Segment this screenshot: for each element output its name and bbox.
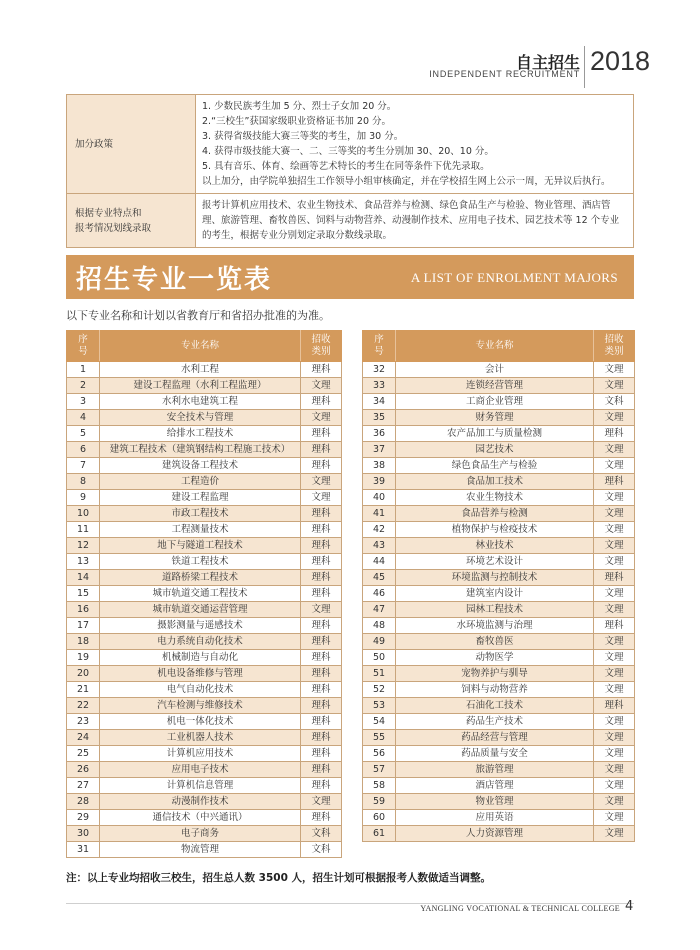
major-name: 电气自动化技术 bbox=[100, 682, 301, 698]
row-number: 48 bbox=[363, 618, 396, 634]
majors-right-body bbox=[363, 362, 635, 842]
header-name: 专业名称 bbox=[100, 331, 301, 362]
table-row bbox=[67, 634, 342, 650]
major-name: 安全技术与管理 bbox=[100, 410, 301, 426]
row-number: 45 bbox=[363, 570, 396, 586]
row-number: 3 bbox=[67, 394, 100, 410]
major-name: 财务管理 bbox=[396, 410, 594, 426]
admission-category: 文理 bbox=[594, 490, 635, 506]
major-name: 连锁经营管理 bbox=[396, 378, 594, 394]
majors-left-body bbox=[67, 362, 342, 858]
major-name: 给排水工程技术 bbox=[100, 426, 301, 442]
major-name: 动漫制作技术 bbox=[100, 794, 301, 810]
admission-category: 文理 bbox=[594, 794, 635, 810]
major-name: 物业管理 bbox=[396, 794, 594, 810]
college-name: YANGLING VOCATIONAL & TECHNICAL COLLEGE bbox=[420, 904, 620, 913]
admission-category: 文理 bbox=[301, 378, 342, 394]
admission-category: 理科 bbox=[594, 474, 635, 490]
table-row bbox=[67, 586, 342, 602]
row-number: 9 bbox=[67, 490, 100, 506]
major-name: 电子商务 bbox=[100, 826, 301, 842]
table-row bbox=[67, 618, 342, 634]
admission-category: 文理 bbox=[594, 442, 635, 458]
table-row bbox=[363, 394, 635, 410]
row-number: 18 bbox=[67, 634, 100, 650]
page-number: 4 bbox=[625, 899, 634, 914]
row-number: 16 bbox=[67, 602, 100, 618]
bonus-item: 5. 具有音乐、体育、绘画等艺术特长的考生在同等条件下优先录取。 bbox=[202, 161, 490, 172]
admission-category: 理科 bbox=[301, 458, 342, 474]
row-number: 41 bbox=[363, 506, 396, 522]
row-number: 27 bbox=[67, 778, 100, 794]
table-row bbox=[67, 666, 342, 682]
table-row bbox=[363, 554, 635, 570]
bonus-policy-content bbox=[196, 95, 634, 194]
major-name: 建筑室内设计 bbox=[396, 586, 594, 602]
row-number: 24 bbox=[67, 730, 100, 746]
major-name: 机电设备维修与管理 bbox=[100, 666, 301, 682]
table-row bbox=[67, 698, 342, 714]
banner-title-en: A LIST OF ENROLMENT MAJORS bbox=[410, 270, 618, 285]
row-number: 26 bbox=[67, 762, 100, 778]
major-name: 机电一体化技术 bbox=[100, 714, 301, 730]
admission-category: 理科 bbox=[301, 506, 342, 522]
admission-policy-content: 报考计算机应用技术、农业生物技术、食品营养与检测、绿色食品生产与检验、物业管理、酒店管理、旅游管理、畜牧兽医、饲料与动物营养、动漫制作技术、应用电子技术、园艺技术等 12 个专业的考生，根据专业分别划定录取分数线录取。 bbox=[196, 194, 634, 248]
major-name: 药品经营与管理 bbox=[396, 730, 594, 746]
admission-category: 文理 bbox=[594, 778, 635, 794]
major-name: 动物医学 bbox=[396, 650, 594, 666]
table-row bbox=[67, 458, 342, 474]
table-row bbox=[363, 426, 635, 442]
admission-category: 理科 bbox=[594, 426, 635, 442]
table-row bbox=[67, 714, 342, 730]
table-row bbox=[67, 794, 342, 810]
admission-category: 理科 bbox=[301, 362, 342, 378]
major-name: 建设工程监理 bbox=[100, 490, 301, 506]
admission-category: 理科 bbox=[301, 730, 342, 746]
admission-category: 理科 bbox=[301, 682, 342, 698]
table-row bbox=[67, 682, 342, 698]
bonus-item: 4. 获得市级技能大赛一、二、三等奖的考生分别加 30、20、10 分。 bbox=[202, 146, 494, 157]
major-name: 建筑设备工程技术 bbox=[100, 458, 301, 474]
row-number: 22 bbox=[67, 698, 100, 714]
table-row bbox=[67, 570, 342, 586]
table-row bbox=[363, 634, 635, 650]
row-number: 20 bbox=[67, 666, 100, 682]
major-name: 水利工程 bbox=[100, 362, 301, 378]
major-name: 宠物养护与驯导 bbox=[396, 666, 594, 682]
table-row bbox=[67, 442, 342, 458]
table-row bbox=[67, 826, 342, 842]
row-number: 25 bbox=[67, 746, 100, 762]
admission-category: 理科 bbox=[301, 650, 342, 666]
admission-policy-label bbox=[67, 194, 196, 248]
table-row bbox=[363, 698, 635, 714]
banner-title-cn: 招生专业一览表 bbox=[76, 265, 273, 295]
major-name: 酒店管理 bbox=[396, 778, 594, 794]
admission-category: 理科 bbox=[301, 522, 342, 538]
admission-category: 文理 bbox=[594, 746, 635, 762]
section-subtitle: INDEPENDENT RECRUITMENT bbox=[429, 69, 580, 79]
major-name: 建设工程监理（水利工程监理） bbox=[100, 378, 301, 394]
majors-table-right bbox=[362, 330, 635, 842]
row-number: 33 bbox=[363, 378, 396, 394]
admission-category: 文理 bbox=[594, 666, 635, 682]
table-row bbox=[67, 426, 342, 442]
major-name: 工业机器人技术 bbox=[100, 730, 301, 746]
admission-category: 理科 bbox=[594, 618, 635, 634]
table-row bbox=[67, 810, 342, 826]
table-row bbox=[363, 474, 635, 490]
table-row bbox=[67, 650, 342, 666]
admission-category: 文理 bbox=[594, 378, 635, 394]
admission-category: 理科 bbox=[301, 426, 342, 442]
admission-category: 理科 bbox=[301, 442, 342, 458]
row-number: 31 bbox=[67, 842, 100, 858]
major-name: 水环境监测与治理 bbox=[396, 618, 594, 634]
row-number: 46 bbox=[363, 586, 396, 602]
row-number: 30 bbox=[67, 826, 100, 842]
row-number: 6 bbox=[67, 442, 100, 458]
admission-category: 理科 bbox=[301, 746, 342, 762]
table-row bbox=[67, 362, 342, 378]
row-number: 32 bbox=[363, 362, 396, 378]
admission-category: 文理 bbox=[301, 490, 342, 506]
row-number: 43 bbox=[363, 538, 396, 554]
major-name: 药品质量与安全 bbox=[396, 746, 594, 762]
row-number: 17 bbox=[67, 618, 100, 634]
admission-category: 文理 bbox=[301, 794, 342, 810]
admission-category: 文科 bbox=[301, 826, 342, 842]
admission-policy-row bbox=[67, 194, 634, 248]
admission-category: 文理 bbox=[594, 538, 635, 554]
major-name: 绿色食品生产与检验 bbox=[396, 458, 594, 474]
row-number: 40 bbox=[363, 490, 396, 506]
row-number: 56 bbox=[363, 746, 396, 762]
major-name: 石油化工技术 bbox=[396, 698, 594, 714]
bonus-item: 2.“三校生”获国家级职业资格证书加 20 分。 bbox=[202, 116, 392, 127]
admission-category: 文理 bbox=[594, 650, 635, 666]
row-number: 12 bbox=[67, 538, 100, 554]
admission-category: 理科 bbox=[301, 586, 342, 602]
major-name: 旅游管理 bbox=[396, 762, 594, 778]
table-row bbox=[67, 490, 342, 506]
row-number: 55 bbox=[363, 730, 396, 746]
table-row bbox=[67, 410, 342, 426]
table-row bbox=[363, 714, 635, 730]
major-name: 园林工程技术 bbox=[396, 602, 594, 618]
major-name: 道路桥梁工程技术 bbox=[100, 570, 301, 586]
bonus-policy-label: 加分政策 bbox=[67, 95, 196, 194]
table-row bbox=[363, 762, 635, 778]
major-name: 计算机应用技术 bbox=[100, 746, 301, 762]
row-number: 34 bbox=[363, 394, 396, 410]
major-name: 农产品加工与质量检测 bbox=[396, 426, 594, 442]
bonus-policy-row bbox=[67, 95, 634, 194]
table-row bbox=[363, 410, 635, 426]
admission-category: 理科 bbox=[301, 554, 342, 570]
row-number: 19 bbox=[67, 650, 100, 666]
table-row bbox=[67, 554, 342, 570]
policy-table bbox=[66, 94, 634, 248]
table-row bbox=[363, 538, 635, 554]
header-category: 招收 类别 bbox=[301, 331, 342, 362]
header-name: 专业名称 bbox=[396, 331, 594, 362]
admission-category: 理科 bbox=[301, 618, 342, 634]
major-name: 通信技术（中兴通讯） bbox=[100, 810, 301, 826]
table-row bbox=[67, 778, 342, 794]
row-number: 54 bbox=[363, 714, 396, 730]
admission-category: 理科 bbox=[594, 698, 635, 714]
major-name: 饲料与动物营养 bbox=[396, 682, 594, 698]
table-row bbox=[67, 746, 342, 762]
major-name: 食品加工技术 bbox=[396, 474, 594, 490]
row-number: 58 bbox=[363, 778, 396, 794]
admission-category: 文理 bbox=[594, 602, 635, 618]
table-row bbox=[363, 682, 635, 698]
admission-category: 理科 bbox=[301, 698, 342, 714]
admission-label-line: 根据专业特点和 bbox=[75, 207, 142, 219]
table-row bbox=[67, 474, 342, 490]
row-number: 60 bbox=[363, 810, 396, 826]
table-row bbox=[363, 490, 635, 506]
bonus-item: 1. 少数民族考生加 5 分、烈士子女加 20 分。 bbox=[202, 101, 397, 112]
major-name: 植物保护与检疫技术 bbox=[396, 522, 594, 538]
row-number: 59 bbox=[363, 794, 396, 810]
table-row bbox=[363, 778, 635, 794]
table-header-row bbox=[67, 331, 342, 362]
bonus-item: 3. 获得省级技能大赛三等奖的考生，加 30 分。 bbox=[202, 131, 404, 142]
row-number: 5 bbox=[67, 426, 100, 442]
footnote: 注：以上专业均招收三校生，招生总人数 3500 人，招生计划可根据报考人数做适当调整。 bbox=[66, 872, 492, 884]
admission-category: 理科 bbox=[301, 810, 342, 826]
table-row bbox=[363, 730, 635, 746]
major-name: 环境艺术设计 bbox=[396, 554, 594, 570]
header-divider bbox=[584, 46, 585, 88]
table-row bbox=[67, 394, 342, 410]
admission-category: 理科 bbox=[301, 538, 342, 554]
row-number: 47 bbox=[363, 602, 396, 618]
table-row bbox=[67, 842, 342, 858]
major-name: 应用电子技术 bbox=[100, 762, 301, 778]
table-row bbox=[67, 762, 342, 778]
table-row bbox=[363, 826, 635, 842]
row-number: 37 bbox=[363, 442, 396, 458]
table-row bbox=[363, 618, 635, 634]
major-name: 人力资源管理 bbox=[396, 826, 594, 842]
row-number: 7 bbox=[67, 458, 100, 474]
majors-banner bbox=[66, 255, 634, 299]
row-number: 14 bbox=[67, 570, 100, 586]
major-name: 畜牧兽医 bbox=[396, 634, 594, 650]
major-name: 计算机信息管理 bbox=[100, 778, 301, 794]
admission-category: 文理 bbox=[301, 410, 342, 426]
admission-category: 文理 bbox=[594, 554, 635, 570]
admission-category: 文理 bbox=[594, 362, 635, 378]
row-number: 23 bbox=[67, 714, 100, 730]
row-number: 10 bbox=[67, 506, 100, 522]
major-name: 环境监测与控制技术 bbox=[396, 570, 594, 586]
major-name: 机械制造与自动化 bbox=[100, 650, 301, 666]
major-name: 工商企业管理 bbox=[396, 394, 594, 410]
table-row bbox=[363, 362, 635, 378]
major-name: 物流管理 bbox=[100, 842, 301, 858]
table-row bbox=[363, 570, 635, 586]
row-number: 52 bbox=[363, 682, 396, 698]
row-number: 15 bbox=[67, 586, 100, 602]
row-number: 50 bbox=[363, 650, 396, 666]
table-row bbox=[363, 506, 635, 522]
table-row bbox=[363, 586, 635, 602]
major-name: 工程造价 bbox=[100, 474, 301, 490]
row-number: 21 bbox=[67, 682, 100, 698]
admission-category: 理科 bbox=[301, 634, 342, 650]
admission-label-line: 报考情况划线录取 bbox=[75, 222, 152, 234]
table-row bbox=[363, 458, 635, 474]
intro-text: 以下专业名称和计划以省教育厅和省招办批准的为准。 bbox=[66, 309, 330, 322]
major-name: 会计 bbox=[396, 362, 594, 378]
row-number: 39 bbox=[363, 474, 396, 490]
major-name: 城市轨道交通运营管理 bbox=[100, 602, 301, 618]
row-number: 49 bbox=[363, 634, 396, 650]
admission-category: 文理 bbox=[594, 410, 635, 426]
table-row bbox=[67, 602, 342, 618]
admission-category: 文理 bbox=[594, 506, 635, 522]
admission-category: 文理 bbox=[301, 474, 342, 490]
admission-category: 理科 bbox=[301, 570, 342, 586]
major-name: 园艺技术 bbox=[396, 442, 594, 458]
major-name: 建筑工程技术（建筑钢结构工程施工技术） bbox=[100, 442, 301, 458]
table-row bbox=[363, 650, 635, 666]
row-number: 36 bbox=[363, 426, 396, 442]
major-name: 林业技术 bbox=[396, 538, 594, 554]
major-name: 药品生产技术 bbox=[396, 714, 594, 730]
table-row bbox=[363, 442, 635, 458]
admission-category: 文理 bbox=[594, 634, 635, 650]
major-name: 电力系统自动化技术 bbox=[100, 634, 301, 650]
admission-category: 文理 bbox=[594, 762, 635, 778]
row-number: 13 bbox=[67, 554, 100, 570]
row-number: 42 bbox=[363, 522, 396, 538]
row-number: 51 bbox=[363, 666, 396, 682]
admission-category: 文理 bbox=[301, 602, 342, 618]
major-name: 市政工程技术 bbox=[100, 506, 301, 522]
major-name: 铁道工程技术 bbox=[100, 554, 301, 570]
row-number: 35 bbox=[363, 410, 396, 426]
row-number: 2 bbox=[67, 378, 100, 394]
table-row bbox=[363, 810, 635, 826]
admission-category: 理科 bbox=[301, 714, 342, 730]
admission-category: 文理 bbox=[594, 522, 635, 538]
header-category: 招收 类别 bbox=[594, 331, 635, 362]
admission-category: 文理 bbox=[594, 810, 635, 826]
table-row bbox=[363, 666, 635, 682]
admission-category: 文理 bbox=[594, 730, 635, 746]
admission-category: 理科 bbox=[594, 570, 635, 586]
major-name: 水利水电建筑工程 bbox=[100, 394, 301, 410]
header-year: 2018 bbox=[590, 46, 651, 76]
row-number: 57 bbox=[363, 762, 396, 778]
row-number: 28 bbox=[67, 794, 100, 810]
table-row bbox=[67, 730, 342, 746]
row-number: 44 bbox=[363, 554, 396, 570]
table-header-row bbox=[363, 331, 635, 362]
admission-category: 文理 bbox=[594, 826, 635, 842]
admission-category: 理科 bbox=[301, 762, 342, 778]
row-number: 53 bbox=[363, 698, 396, 714]
row-number: 8 bbox=[67, 474, 100, 490]
admission-category: 文科 bbox=[301, 842, 342, 858]
table-row bbox=[67, 522, 342, 538]
admission-category: 文理 bbox=[594, 714, 635, 730]
table-row bbox=[67, 378, 342, 394]
major-name: 食品营养与检测 bbox=[396, 506, 594, 522]
table-row bbox=[67, 538, 342, 554]
admission-category: 文理 bbox=[594, 682, 635, 698]
row-number: 4 bbox=[67, 410, 100, 426]
row-number: 11 bbox=[67, 522, 100, 538]
major-name: 应用英语 bbox=[396, 810, 594, 826]
major-name: 工程测量技术 bbox=[100, 522, 301, 538]
admission-category: 理科 bbox=[301, 394, 342, 410]
table-row bbox=[363, 378, 635, 394]
table-row bbox=[363, 746, 635, 762]
admission-category: 文科 bbox=[594, 394, 635, 410]
admission-category: 理科 bbox=[301, 778, 342, 794]
major-name: 摄影测量与遥感技术 bbox=[100, 618, 301, 634]
section-title: 自主招生 bbox=[515, 53, 580, 72]
row-number: 1 bbox=[67, 362, 100, 378]
admission-category: 文理 bbox=[594, 586, 635, 602]
table-row bbox=[363, 794, 635, 810]
major-name: 农业生物技术 bbox=[396, 490, 594, 506]
row-number: 29 bbox=[67, 810, 100, 826]
header-no: 序 号 bbox=[363, 331, 396, 362]
header-no: 序 号 bbox=[67, 331, 100, 362]
table-row bbox=[363, 522, 635, 538]
row-number: 61 bbox=[363, 826, 396, 842]
admission-category: 文理 bbox=[594, 458, 635, 474]
table-row bbox=[67, 506, 342, 522]
table-row bbox=[363, 602, 635, 618]
row-number: 38 bbox=[363, 458, 396, 474]
major-name: 汽车检测与维修技术 bbox=[100, 698, 301, 714]
major-name: 城市轨道交通工程技术 bbox=[100, 586, 301, 602]
bonus-item: 以上加分，由学院单独招生工作领导小组审核确定，并在学校招生网上公示一周，无异议后执行。 bbox=[202, 176, 611, 187]
majors-table-left bbox=[66, 330, 342, 858]
major-name: 地下与隧道工程技术 bbox=[100, 538, 301, 554]
admission-category: 理科 bbox=[301, 666, 342, 682]
